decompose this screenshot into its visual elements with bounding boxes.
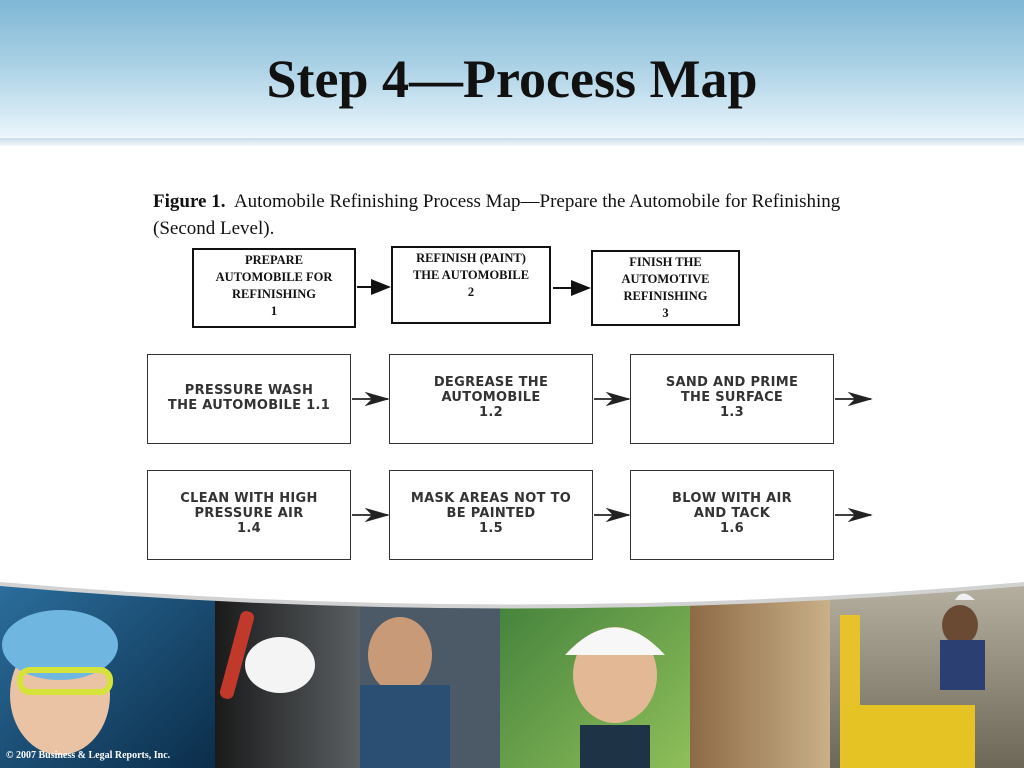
subprocess-box-1-5-label: MASK AREAS NOT TO BE PAINTED 1.5 <box>410 491 572 536</box>
footer-photo-band <box>0 575 1024 768</box>
process-box-3-label: FINISH THE AUTOMOTIVE REFINISHING 3 <box>621 255 710 320</box>
subprocess-box-1-4-label: CLEAN WITH HIGH PRESSURE AIR 1.4 <box>180 491 318 536</box>
process-box-1-label: PREPARE AUTOMOBILE FOR REFINISHING 1 <box>215 253 333 318</box>
subprocess-box-1-1-label: PRESSURE WASH THE AUTOMOBILE 1.1 <box>167 383 331 413</box>
figure-caption-text: Automobile Refinishing Process Map—Prepare the Automobile for Refinishing (Second Level). <box>153 191 841 239</box>
process-box-2-label: REFINISH (PAINT) THE AUTOMOBILE 2 <box>412 251 530 299</box>
copyright-notice: © 2007 Business & Legal Reports, Inc. <box>6 750 171 761</box>
subprocess-box-1-3-label: SAND AND PRIME THE SURFACE 1.3 <box>665 375 799 420</box>
footer-curve <box>0 575 1024 634</box>
subprocess-box-1-6-label: BLOW WITH AIR AND TACK 1.6 <box>672 491 792 536</box>
subprocess-box-1-2-label: DEGREASE THE AUTOMOBILE 1.2 <box>433 375 549 420</box>
figure-label: Figure 1. <box>153 191 226 212</box>
slide-title: Step 4—Process Map <box>266 49 758 109</box>
